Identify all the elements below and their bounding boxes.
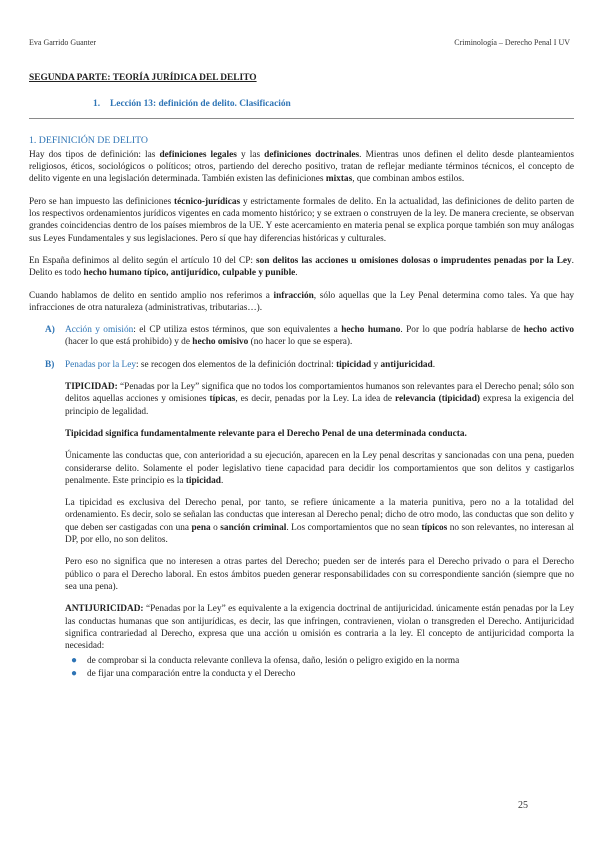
bullet-list [65,655,574,680]
paragraph-definitions: Hay dos tipos de definición: las definiciones legales y las definiciones doctrinales. Mientras unos definen el delito desde planteamientos religiosos, éticos, sociológicos o políticos; otros, partiendo del derecho positivo, tratan de reflejar mediante términos técnicos, el concepto de delito vigente en una legislación determinada. También existen las definiciones mixtas, que combinan ambos estilos. [29,149,574,185]
bullet-icon: ● [71,655,78,667]
lesson-title [93,98,574,110]
item-marker: B) [45,359,55,370]
section-title: 1. DEFINICIÓN DE DELITO [29,134,148,146]
header-author: Eva Garrido Guanter [29,38,97,47]
bullet-icon: ● [71,667,78,679]
paragraph-exclusive: La tipicidad es exclusiva del Derecho penal, por tanto, se refiere únicamente a la materia punitiva, pero no a la totalidad del ordenamiento. Es decir, solo se señalan las conductas que interesan al Derecho penal; dicho de otro modo, las conductas que son delito y que deben ser castigadas con una pena o sanción criminal. Los comportamientos que no sean típicos no son relevantes, no interesan al DP, por ello, no son delitos. [65,498,574,546]
paragraph-article-10: En España definimos al delito según el artículo 10 del CP: son delitos las acciones u omisiones dolosas o imprudentes penadas por la Ley. Delito es todo hecho humano típico, antijurídico, culpable y punible. [29,255,574,279]
paragraph-other-law: Pero eso no significa que no interesen a otras partes del Derecho; pueden ser de interés para el Derecho privado o para el Derecho público o para el Derecho laboral. En estos ámbitos pueden generar responsabilidades con su correspondiente sanción (siempre que no sea una pena). [65,557,574,592]
page-content [29,72,574,680]
list-item: ● de comprobar si la conducta relevante conlleva la ofensa, daño, lesión o peligro exigido en la norma [71,655,460,667]
item-text: Penadas por la Ley: se recogen dos elementos de la definición doctrinal: tipicidad y antijuricidad. [65,359,436,370]
divider [29,118,574,119]
paragraph-tipicidad-definition: Tipicidad significa fundamentalmente relevante para el Derecho Penal de una determinada conducta. [65,428,467,439]
paragraph-legislative: Únicamente las conductas que, con anterioridad a su ejecución, aparecen en la Ley penal descritas y sancionadas con una pena, pueden considerarse delito. Solamente el poder legislativo tiene capacidad para decidir los comportamientos que son delitos y castigarlos penalmente. Este principio es la tipicidad. [65,451,574,486]
lesson-title-text: Lección 13: definición de delito. Clasificación [110,99,291,110]
page-number: 25 [518,800,528,811]
part-title: SEGUNDA PARTE: TEORÍA JURÍDICA DEL DELITO [29,73,257,83]
item-text: Acción y omisión: el CP utiliza estos términos, que son equivalentes a hecho humano. Por lo que podría hablarse de hecho activo (hacer lo que está prohibido) y de hecho omisivo (no hacer lo que se espera). [65,325,575,348]
header-course: Criminología – Derecho Penal I UV [454,38,570,47]
list-item-a [29,324,574,349]
paragraph-tipicidad: TIPICIDAD: “Penadas por la Ley” significa que no todos los comportamientos humanos son relevantes para el Derecho penal; sólo son delitos aquellas acciones y omisiones típicas, es decir, penadas por la Ley. La idea de relevancia (tipicidad) expresa la exigencia del principio de legalidad. [65,382,574,417]
item-marker: A) [45,325,55,336]
list-item-b [29,359,574,371]
paragraph-technical: Pero se han impuesto las definiciones técnico-jurídicas y estrictamente formales de delito. En la actualidad, las definiciones de delito parten de los respectivos ordenamientos jurídicos vigentes en cada momento histórico; y se extraen o construyen de la ley. De manera creciente, se observan grandes coincidencias dentro de los países miembros de la UE. Y este acercamiento en materia penal se explica porque también son muy análogas sus Leyes Fundamentales y sus legislaciones. Pero sí que hay diferencias históricas y culturales. [29,196,574,244]
paragraph-antijuricidad: ANTIJURICIDAD: “Penadas por la Ley” es equivalente a la exigencia doctrinal de antijuricidad. únicamente están penadas por la Ley las conductas humanas que son antijurídicas, es decir, las que infringen, contravienen, violan o transgreden el Derecho. Antijuricidad significa contrariedad al Derecho, expresa que una acción u omisión es contraria a la ley. El concepto de antijuricidad comporta la necesidad: [65,604,574,652]
lesson-number: 1. [93,99,101,110]
paragraph-infraction: Cuando hablamos de delito en sentido amplio nos referimos a infracción, sólo aquellas que la Ley Penal determina como tales. Ya que hay infracciones de otra naturaleza (administrativas, tributarias…). [29,290,574,313]
list-item: ● de fijar una comparación entre la conducta y el Derecho [71,667,296,679]
